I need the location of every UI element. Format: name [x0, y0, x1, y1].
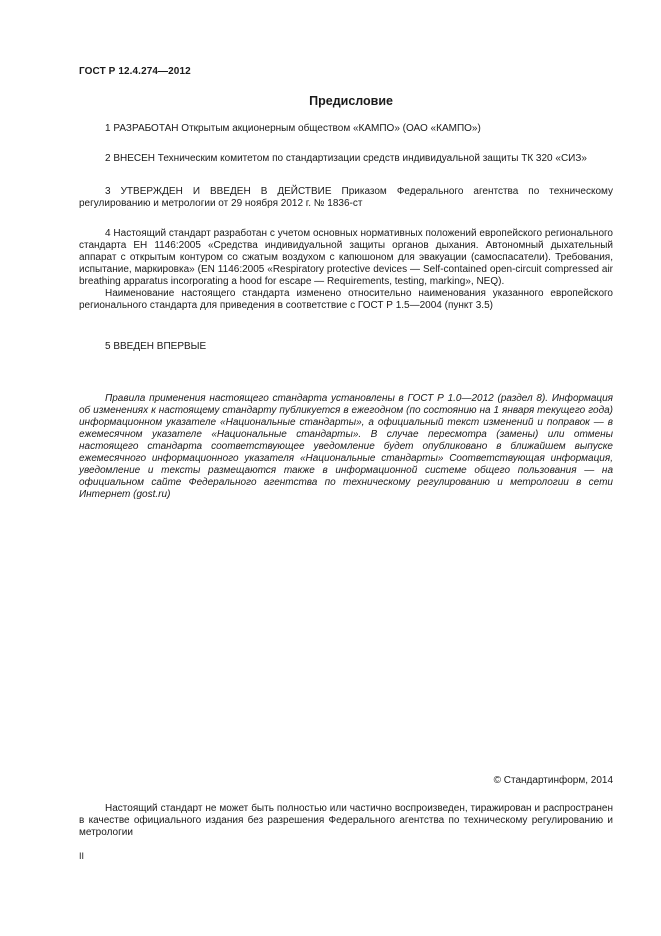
item-basis-rename-text: Наименование настоящего стандарта изменено относительно наименования указанного европейского регионального стандарта для приведения в соответствие с ГОСТ Р 1.5—2004 (пункт 3.5) [79, 288, 613, 311]
item-basis-text: 4 Настоящий стандарт разработан с учетом основных нормативных положений европейского регионального стандарта ЕН 1146:2005 «Средства индивидуальной защиты органов дыхания. Автономный дыхательный аппарат с открытым контуром со сжатым воздухом с капюшоном для эвакуации (самоспасатели). Требования, испытание, маркировка» (EN 1146:2005 «Respiratory protective devices — Self-contained open-circuit compressed air breathing apparatus incorporating a hood for escape — Requirements, testing, marking», NEQ). [79, 228, 613, 287]
item-approved-text: 3 УТВЕРЖДЕН И ВВЕДЕН В ДЕЙСТВИЕ Приказом Федерального агентства по техническому регулированию и метрологии от 29 ноября 2012 г. № 1836-ст [79, 186, 613, 209]
item-developed-text: 1 РАЗРАБОТАН Открытым акционерным обществом «КАМПО» (ОАО «КАМПО») [105, 123, 481, 134]
page-number: II [79, 851, 85, 861]
item-first-introduced [79, 341, 613, 353]
standard-number-header: ГОСТ Р 12.4.274—2012 [79, 66, 191, 77]
foreword-title: Предисловие [309, 94, 393, 108]
item-basis [79, 228, 613, 312]
copyright-line: © Стандартинформ, 2014 [493, 775, 613, 786]
reproduction-notice [79, 803, 613, 839]
item-introduced [79, 153, 613, 165]
application-notice [79, 393, 613, 501]
item-approved [79, 186, 613, 210]
application-notice-text: Правила применения настоящего стандарта установлены в ГОСТ Р 1.0—2012 (раздел 8). Информация об изменениях к настоящему стандарту публикуется в ежегодном (по состоянию на 1 января текущего года) информационном указателе «Национальные стандарты», а официальный текст изменений и поправок — в ежемесячном указателе «Национальные стандарты». В случае пересмотра (замены) или отмены настоящего стандарта соответствующее уведомление будет опубликовано в ближайшем выпуске ежемесячного информационного указателя «Национальные стандарты» Соответствующая информация, уведомление и тексты размещаются также в информационной системе общего пользования — на официальном сайте Федерального агентства по техническому регулированию и метрологии в сети Интернет (gost.ru) [79, 393, 613, 500]
reproduction-notice-text: Настоящий стандарт не может быть полностью или частично воспроизведен, тиражирован и распространен в качестве официального издания без разрешения Федерального агентства по техническому регулированию и метрологии [79, 803, 613, 838]
item-developed [79, 123, 613, 135]
item-first-introduced-text: 5 ВВЕДЕН ВПЕРВЫЕ [105, 341, 207, 352]
item-introduced-text: 2 ВНЕСЕН Техническим комитетом по стандартизации средств индивидуальной защиты ТК 320 «СИЗ» [105, 153, 587, 164]
